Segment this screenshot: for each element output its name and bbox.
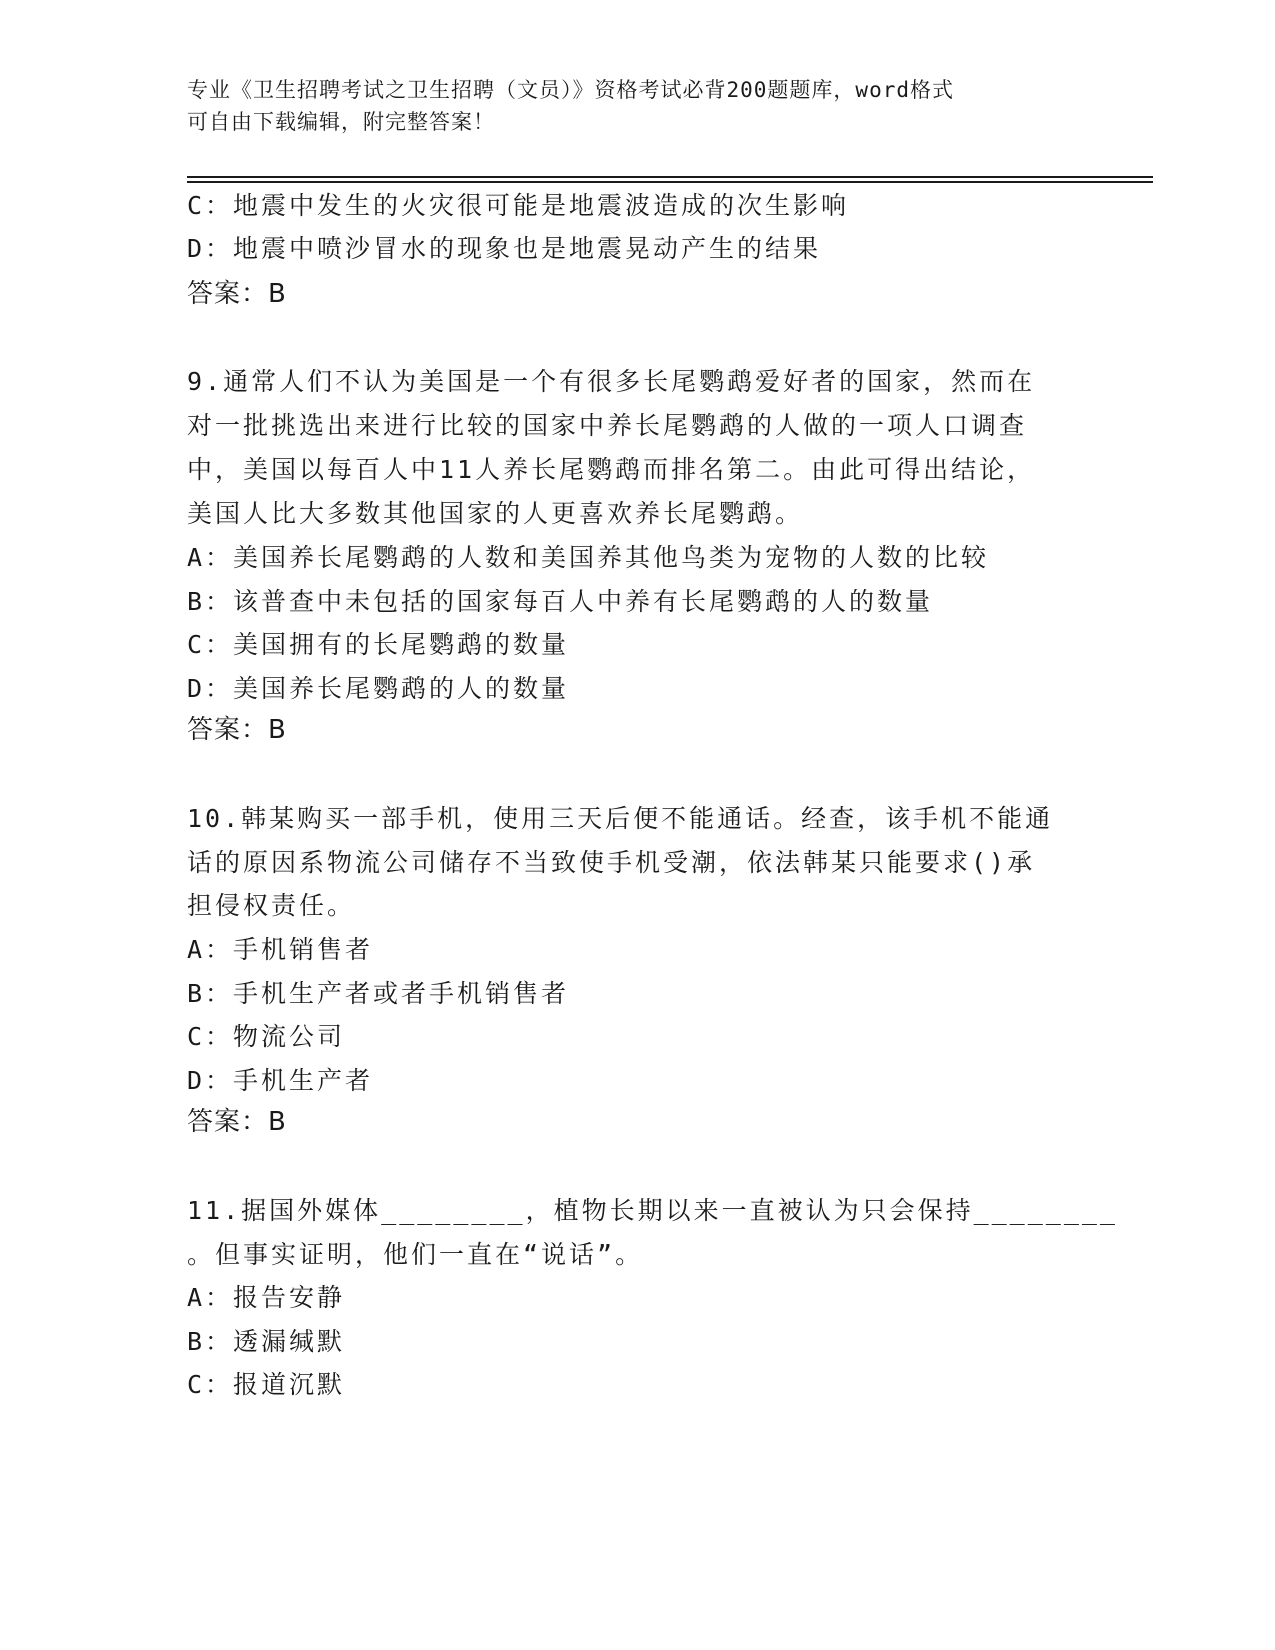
q11-stem-line-1: 11.据国外媒体________，植物长期以来一直被认为只会保持________: [187, 1196, 1118, 1225]
q11-option-b: B：透漏缄默: [187, 1327, 346, 1356]
document-header: [187, 74, 1087, 138]
q10-stem-line-3: 担侵权责任。: [187, 891, 356, 920]
q10-option-b: B：手机生产者或者手机销售者: [187, 979, 570, 1008]
header-title-line-2: 可自由下载编辑，附完整答案！: [187, 110, 495, 134]
q9-option-a: A：美国养长尾鹦鹉的人数和美国养其他鸟类为宠物的人数的比较: [187, 543, 990, 572]
q8-option-c: C：地震中发生的火灾很可能是地震波造成的次生影响: [187, 191, 850, 220]
header-divider-bottom: [187, 181, 1153, 183]
q10-stem-line-2: 话的原因系物流公司储存不当致使手机受潮，依法韩某只能要求()承: [187, 848, 1036, 877]
q8-option-d: D：地震中喷沙冒水的现象也是地震晃动产生的结果: [187, 234, 822, 263]
q9-stem-line-1: 9.通常人们不认为美国是一个有很多长尾鹦鹉爱好者的国家，然而在: [187, 367, 1036, 396]
q8-answer: 答案：B: [187, 279, 287, 309]
q10-option-a: A：手机销售者: [187, 935, 374, 964]
q10-option-d: D：手机生产者: [187, 1066, 374, 1095]
q10-answer: 答案：B: [187, 1107, 287, 1137]
header-divider-top: [187, 176, 1153, 178]
q11-option-c: C：报道沉默: [187, 1370, 346, 1399]
q10-stem-line-1: 10.韩某购买一部手机，使用三天后便不能通话。经查，该手机不能通: [187, 804, 1054, 833]
q9-option-c: C：美国拥有的长尾鹦鹉的数量: [187, 630, 570, 659]
q9-stem-line-4: 美国人比大多数其他国家的人更喜欢养长尾鹦鹉。: [187, 499, 804, 528]
q10-option-c: C：物流公司: [187, 1022, 346, 1051]
q9-option-b: B：该普查中未包括的国家每百人中养有长尾鹦鹉的人的数量: [187, 587, 934, 616]
q11-option-a: A：报告安静: [187, 1283, 346, 1312]
q9-stem-line-3: 中，美国以每百人中11人养长尾鹦鹉而排名第二。由此可得出结论，: [187, 455, 1036, 484]
q11-stem-line-2: 。但事实证明，他们一直在“说话”。: [187, 1240, 644, 1269]
header-title-line-1: 专业《卫生招聘考试之卫生招聘（文员）》资格考试必背200题题库，word格式: [187, 78, 954, 102]
q9-stem-line-2: 对一批挑选出来进行比较的国家中养长尾鹦鹉的人做的一项人口调查: [187, 411, 1028, 440]
q9-option-d: D：美国养长尾鹦鹉的人的数量: [187, 674, 570, 703]
q9-answer: 答案：B: [187, 715, 287, 745]
